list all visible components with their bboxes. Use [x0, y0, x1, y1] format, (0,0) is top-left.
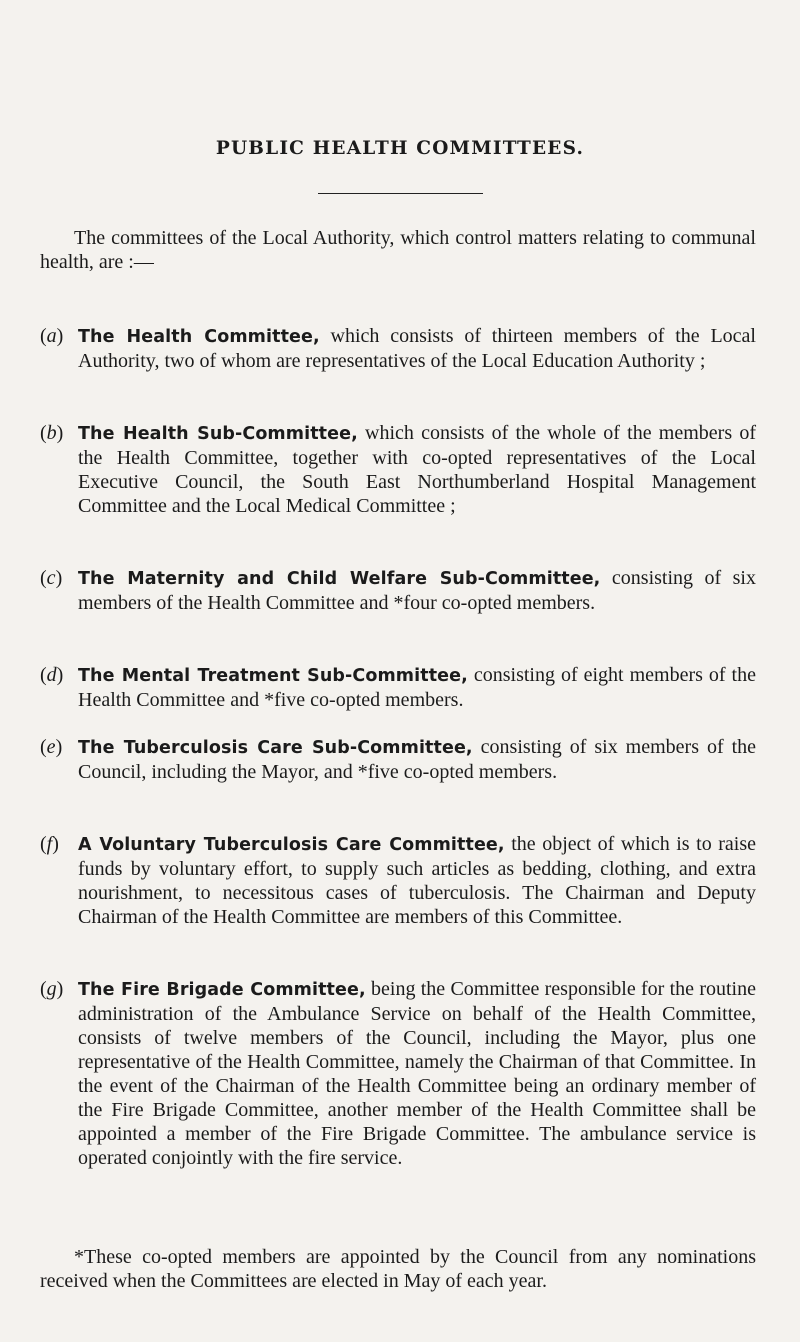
- item-text: which consists of thirteen members of the Local Authority, two of whom are representatives of the Local Education Authority ;: [78, 325, 756, 372]
- item-text: consisting of eight members of the Health Committee and *five co-opted members.: [78, 664, 756, 711]
- item-label: (d): [40, 664, 64, 686]
- list-item-b: [40, 421, 756, 518]
- item-label: (e): [40, 736, 63, 758]
- list-item-g: [40, 977, 756, 1170]
- list-item-a: [40, 324, 756, 373]
- item-heading: The Maternity and Child Welfare Sub-Committee,: [78, 569, 601, 589]
- footnote: *These co-opted members are appointed by the Council from any nominations received when the Committees are elected in May of each year.: [40, 1246, 756, 1292]
- item-label: (a): [40, 325, 64, 347]
- item-text: consisting of six members of the Council, including the Mayor, and *five co-opted members.: [78, 736, 756, 783]
- item-heading: The Mental Treatment Sub-Committee,: [78, 666, 468, 686]
- list-item-c: [40, 566, 756, 615]
- item-label: (f): [40, 833, 59, 855]
- item-text: which consists of the whole of the members of the Health Committee, together with co-opted representatives of the Local Executive Council, the South East Northumberland Hospital Management Committee and the Local Medical Committee ;: [78, 422, 756, 517]
- item-text: consisting of six members of the Health Committee and *four co-opted members.: [78, 567, 756, 614]
- item-heading: The Health Committee,: [78, 327, 320, 347]
- item-text: being the Committee responsible for the routine administration of the Ambulance Service on behalf of the Health Committee, consists of twelve members of the Council, including the Mayor, plus one representative of the Health Committee, namely the Chairman of that Committee. In the event of the Chairman of the Health Committee being an ordinary member of the Fire Brigade Committee, another member of the Health Committee shall be appointed a member of the Fire Brigade Committee. The ambulance service is operated conjointly with the fire service.: [78, 978, 756, 1169]
- page-title: PUBLIC HEALTH COMMITTEES.: [215, 138, 585, 159]
- item-label: (c): [40, 567, 63, 589]
- item-label: (b): [40, 422, 64, 444]
- list-item-f: [40, 832, 756, 929]
- item-heading: A Voluntary Tuberculosis Care Committee,: [78, 835, 505, 855]
- title-rule: [318, 193, 483, 194]
- list-item-e: [40, 735, 756, 784]
- item-heading: The Health Sub-Committee,: [78, 424, 358, 444]
- item-label: (g): [40, 978, 64, 1000]
- list-item-d: [40, 663, 756, 712]
- item-text: the object of which is to raise funds by voluntary effort, to supply such articles as bedding, clothing, and extra nourishment, to necessitous cases of tuberculosis. The Chairman and Deputy Chairman of the Health Committee are members of this Committee.: [78, 833, 757, 928]
- intro-paragraph: The committees of the Local Authority, which control matters relating to communal health, are :—: [40, 227, 756, 273]
- item-heading: The Fire Brigade Committee,: [78, 980, 366, 1000]
- item-heading: The Tuberculosis Care Sub-Committee,: [78, 738, 473, 758]
